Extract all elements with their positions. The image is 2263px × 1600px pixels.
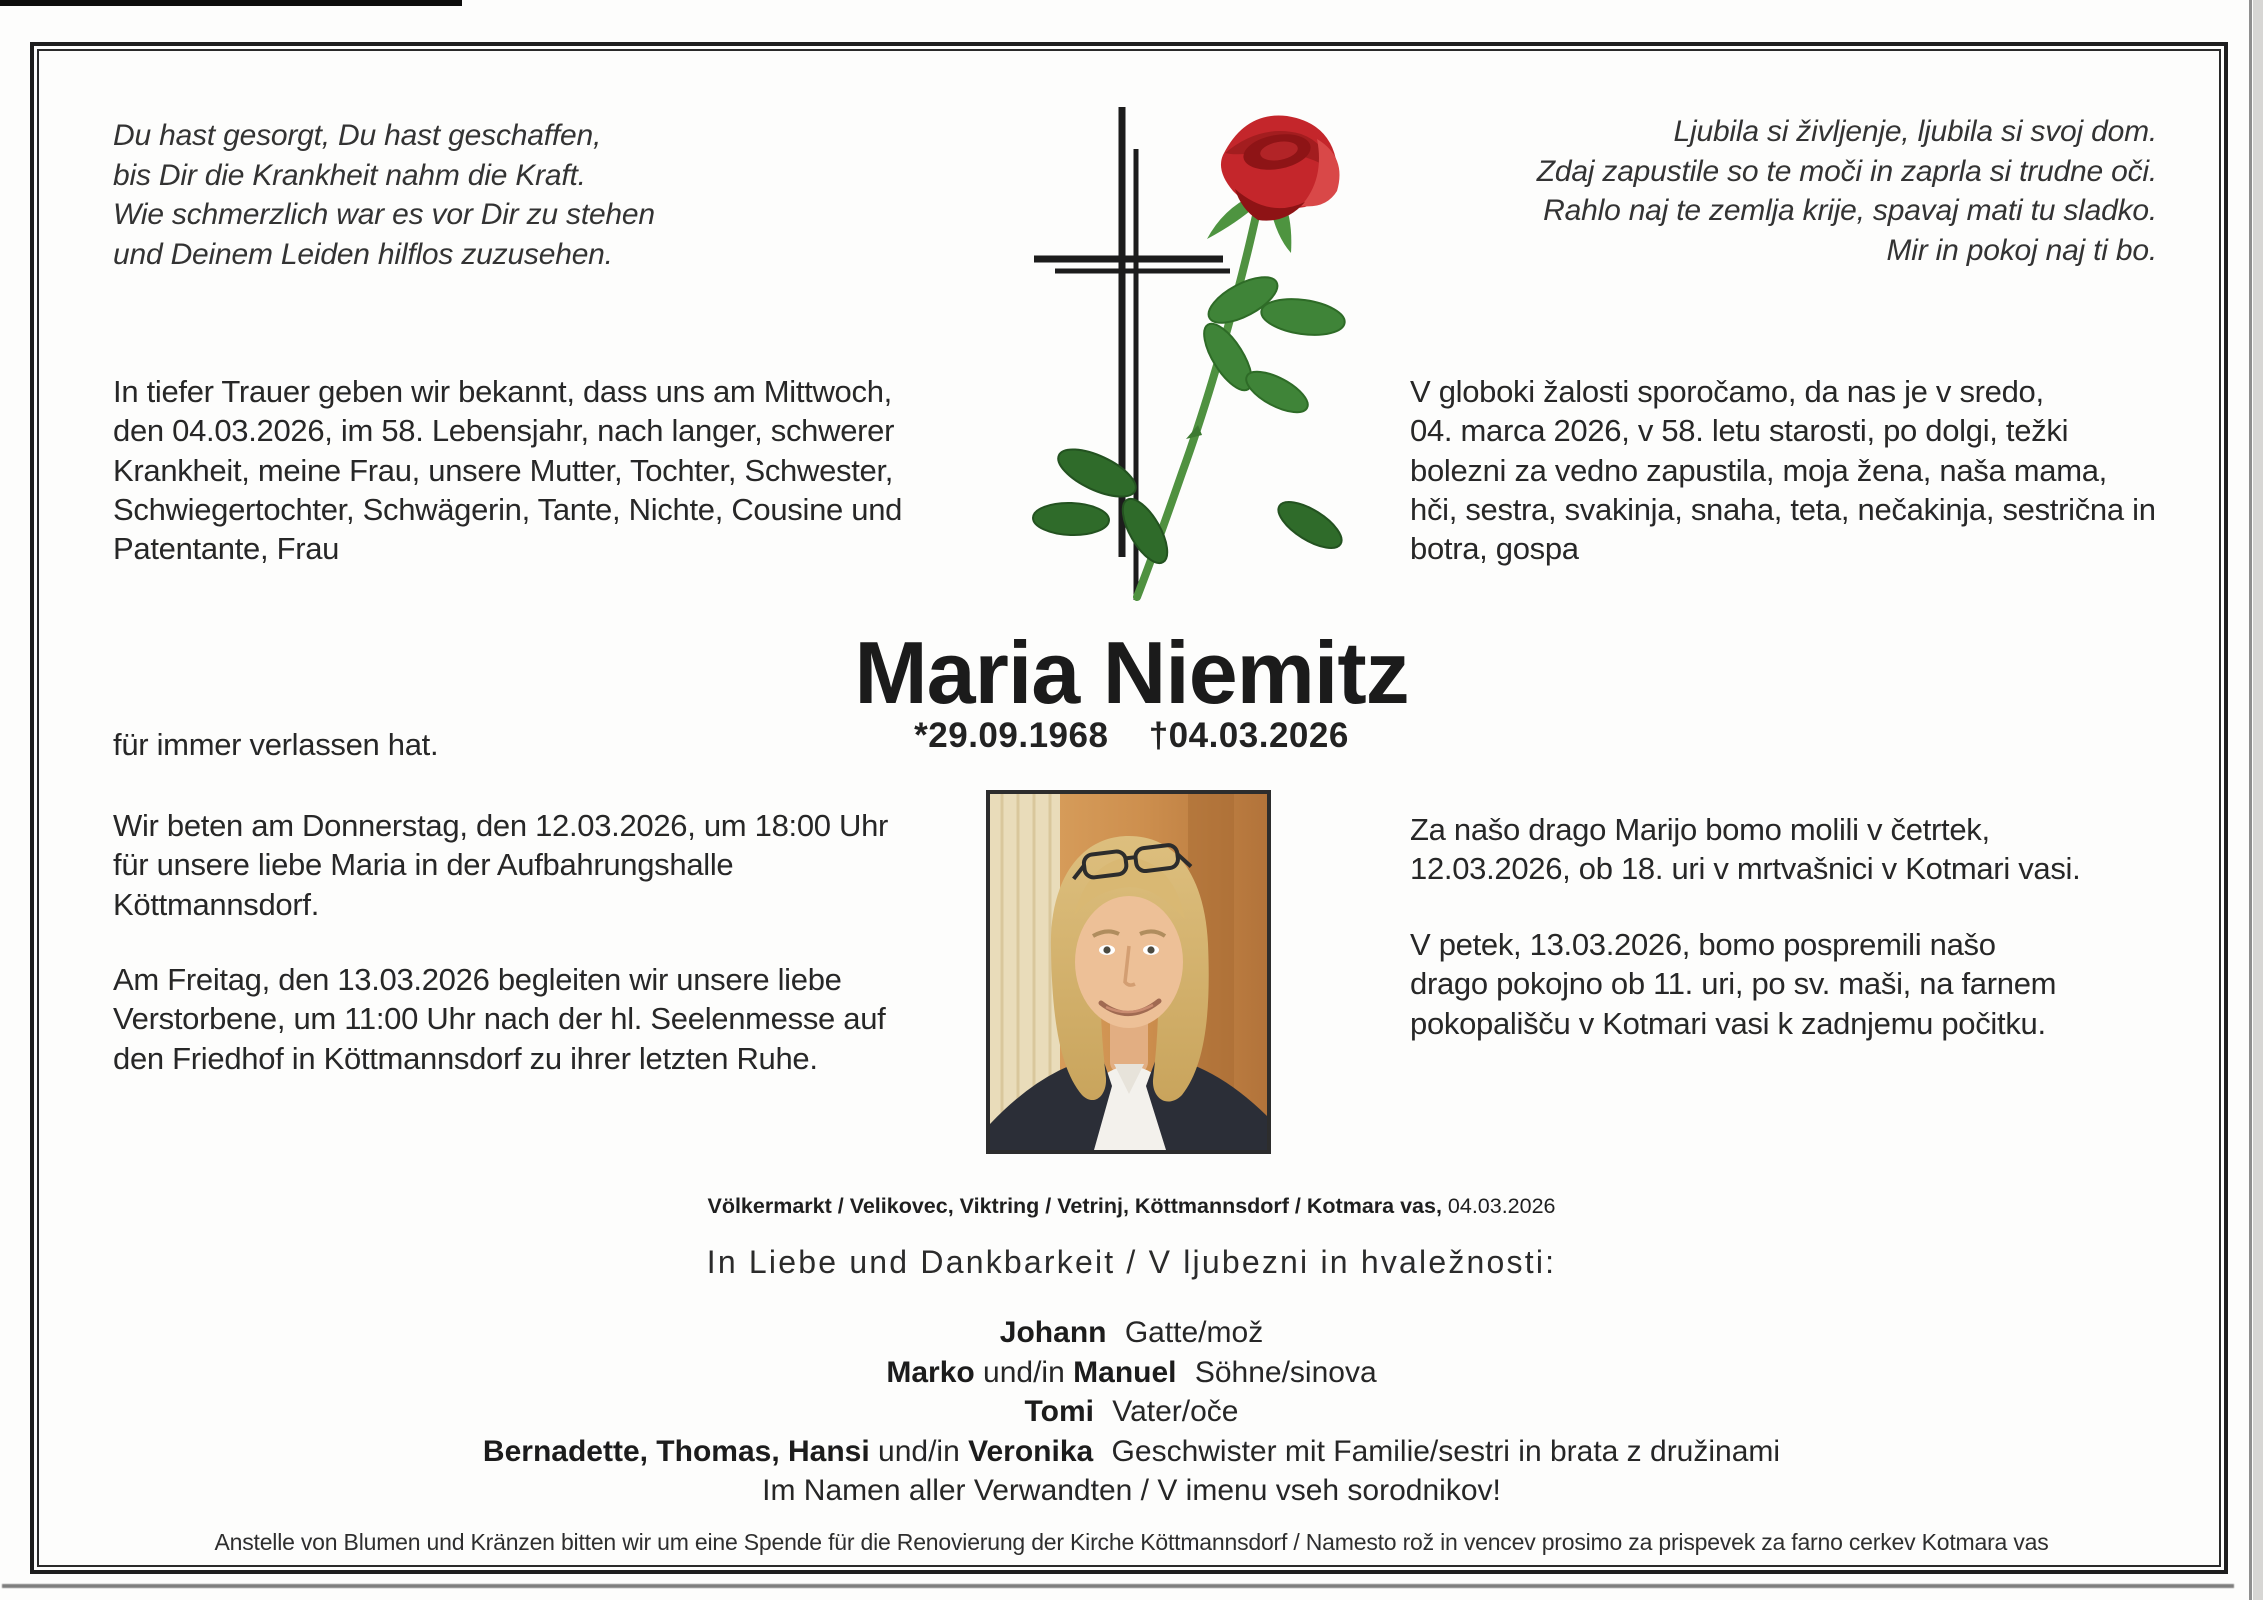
family-row: [0, 1313, 2263, 1353]
text-line: den Friedhof in Köttmannsdorf zu ihrer letzten Ruhe.: [113, 1040, 818, 1076]
family-relation: Gatte/mož: [1124, 1316, 1264, 1349]
text-line: In tiefer Trauer geben wir bekannt, dass uns am Mittwoch,: [113, 374, 892, 409]
death-announcement-slovenian: [1410, 372, 2156, 568]
dedication-line: In Liebe und Dankbarkeit / V ljubezni in hvaležnosti:: [706, 1244, 1557, 1280]
farewell-line: für immer verlassen hat.: [113, 727, 439, 762]
funeral-notice-slovenian: [1410, 925, 2056, 1043]
poem-line: Ljubila si življenje, ljubila si svoj dom.: [1673, 115, 2157, 148]
family-row: [0, 1392, 2263, 1432]
poem-line: und Deinem Leiden hilflos zuzusehen.: [113, 237, 613, 271]
family-name: Johann: [999, 1316, 1107, 1349]
family-connector: und/in: [983, 1355, 1065, 1389]
memorial-poem-slovenian: [1537, 112, 2157, 270]
text-line: V globoki žalosti sporočamo, da nas je v sredo,: [1410, 374, 2044, 409]
places-names: Völkermarkt / Velikovec, Viktring / Vetrinj, Köttmannsdorf / Kotmara vas,: [707, 1194, 1442, 1218]
family-relation: Geschwister mit Familie/sestri in brata z družinami: [1111, 1434, 1781, 1468]
text-line: 12.03.2026, ob 18. uri v mrtvašnici v Kotmari vasi.: [1410, 851, 2081, 887]
text-line: Schwiegertochter, Schwägerin, Tante, Nichte, Cousine und: [113, 491, 903, 527]
text-line: Za našo drago Marijo bomo molili v četrtek,: [1410, 812, 1990, 847]
text-line: Köttmannsdorf.: [113, 886, 320, 922]
text-line: pokopališču v Kotmari vasi k zadnjemu počitku.: [1410, 1005, 2046, 1041]
places-line: [0, 1194, 2263, 1219]
text-line: bolezni za vedno zapustila, moja žena, naša mama,: [1410, 452, 2107, 488]
text-line: V petek, 13.03.2026, bomo pospremili našo: [1410, 927, 1996, 962]
text-line: hči, sestra, svakinja, snaha, teta, nečakinja, sestrična in: [1410, 491, 2156, 527]
poem-line: bis Dir die Krankheit nahm die Kraft.: [113, 158, 586, 192]
scan-edge-right-band: [2253, 0, 2263, 1600]
family-list: [0, 1313, 2263, 1511]
death-date: †04.03.2026: [1148, 716, 1349, 755]
poem-line: Rahlo naj te zemlja krije, spavaj mati tu sladko.: [1543, 194, 2157, 227]
text-line: 04. marca 2026, v 58. letu starosti, po dolgi, težki: [1410, 413, 2069, 449]
text-line: den 04.03.2026, im 58. Lebensjahr, nach langer, schwerer: [113, 413, 895, 449]
prayer-notice-german: [113, 806, 888, 924]
cross-and-rose-graphic: [985, 95, 1385, 620]
poem-line: Wie schmerzlich war es vor Dir zu stehen: [113, 198, 655, 231]
memorial-poem-german: [113, 116, 655, 274]
portrait-photo: [986, 790, 1271, 1154]
text-line: Verstorbene, um 11:00 Uhr nach der hl. Seelenmesse auf: [113, 1001, 886, 1037]
family-name: Marko: [886, 1355, 975, 1389]
text-line: botra, gospa: [1410, 531, 1579, 567]
family-relation: Vater/oče: [1112, 1395, 1239, 1428]
scan-edge-bottom: [2, 1584, 2234, 1588]
birth-date: *29.09.1968: [914, 716, 1109, 755]
family-name: Bernadette, Thomas, Hansi: [482, 1434, 870, 1468]
family-closing-row: [0, 1471, 2263, 1511]
family-connector: und/in: [878, 1434, 960, 1468]
funeral-notice-german: [113, 960, 885, 1078]
closing-line: Im Namen aller Verwandten / V imenu vseh sorodnikov!: [762, 1474, 1501, 1507]
family-name: Tomi: [1024, 1395, 1094, 1428]
donation-note: Anstelle von Blumen und Kränzen bitten wir um eine Spende für die Renovierung der Kirche Köttmannsdorf / Namesto rož in vencev prosimo za prispevek za farno cerkev Kotmara vas: [214, 1529, 2049, 1555]
poem-line: Du hast gesorgt, Du hast geschaffen,: [113, 119, 602, 152]
family-name: Veronika: [968, 1434, 1094, 1468]
poem-line: Zdaj zapustile so te moči in zaprla si trudne oči.: [1536, 154, 2157, 188]
text-line: Am Freitag, den 13.03.2026 begleiten wir unsere liebe: [113, 962, 842, 997]
scan-edge-right-line: [2249, 0, 2252, 1600]
deceased-name: Maria Niemitz: [854, 623, 1409, 722]
text-line: Krankheit, meine Frau, unsere Mutter, Tochter, Schwester,: [113, 452, 894, 488]
rose-icon: [1032, 115, 1348, 597]
family-row: [0, 1353, 2263, 1393]
family-relation: Söhne/sinova: [1194, 1355, 1377, 1389]
scan-edge-top: [0, 0, 462, 6]
text-line: drago pokojno ob 11. uri, po sv. maši, na farnem: [1410, 966, 2057, 1002]
text-line: für unsere liebe Maria in der Aufbahrungshalle: [113, 847, 734, 883]
family-name: Manuel: [1073, 1355, 1177, 1389]
text-line: Patentante, Frau: [113, 531, 340, 567]
poem-line: Mir in pokoj naj ti bo.: [1886, 233, 2157, 267]
text-line: Wir beten am Donnerstag, den 12.03.2026, um 18:00 Uhr: [113, 808, 889, 843]
places-date: 04.03.2026: [1447, 1194, 1556, 1218]
prayer-notice-slovenian: [1410, 810, 2080, 889]
death-announcement-german: [113, 372, 902, 568]
family-row: [0, 1432, 2263, 1472]
